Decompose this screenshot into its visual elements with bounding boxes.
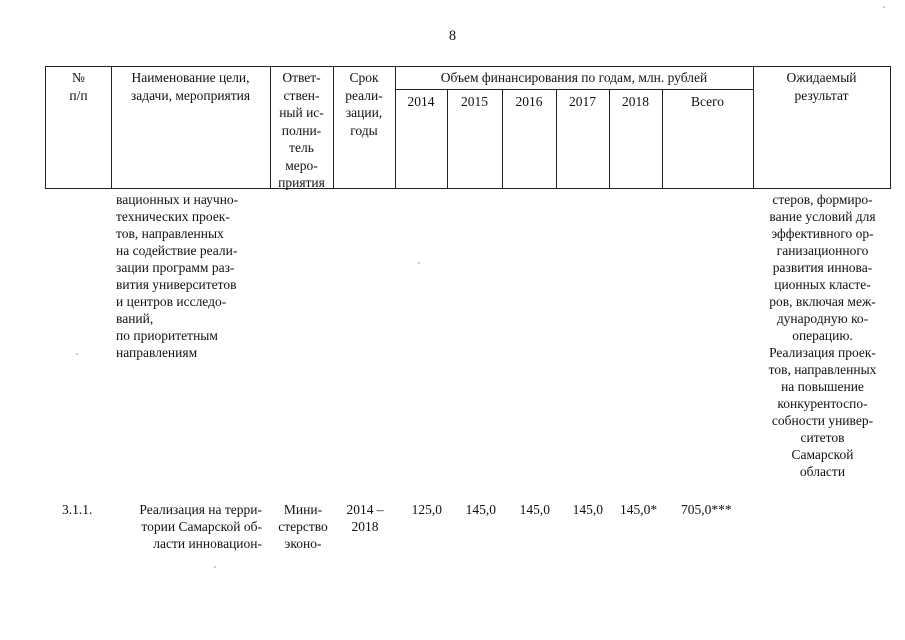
scan-speck xyxy=(76,353,78,355)
page-number: 8 xyxy=(448,28,457,44)
row-value-2015: 145,0 xyxy=(465,502,496,517)
continuation-name-text: вационных и научно- технических проек- тов, направленных на содействие реали- зации программ раз- вития университетов и центров исследо- ваний, по приоритетным направлениям xyxy=(116,192,239,360)
scan-speck xyxy=(418,262,420,264)
row-name: Реализация на терри- тории Самарской об- ласти инновацион- xyxy=(139,502,262,551)
row-num: 3.1.1. xyxy=(62,502,93,517)
continuation-result-text: стеров, формиро- вание условий для эффективного ор- ганизационного развития иннова- ционных класте- ров, включая меж- дународную ко- операцию. Реализация проек- тов, направленных на повышение конкурентоспо- собности универ- ситетов Самарской области xyxy=(768,192,877,479)
row-value-2018: 145,0* xyxy=(620,502,658,517)
header-funding: Объем финансирования по годам, млн. рублей xyxy=(440,70,708,85)
row-value-total: 705,0*** xyxy=(681,502,732,517)
header-name: Наименование цели, задачи, мероприятия xyxy=(130,70,251,103)
header-num: № п/п xyxy=(69,70,88,103)
row-responsible: Мини- стерство эконо- xyxy=(278,502,328,551)
header-year-2015: 2015 xyxy=(461,94,488,109)
header-year-2016: 2016 xyxy=(515,94,543,109)
header-year-2017: 2017 xyxy=(569,94,596,109)
header-year-2018: 2018 xyxy=(622,94,649,109)
header-responsible: Ответ- ствен- ный ис- полни- тель меро- приятия xyxy=(278,70,325,190)
header-year-2014: 2014 xyxy=(407,94,435,109)
row-value-2016: 145,0 xyxy=(519,502,550,517)
row-value-2017: 145,0 xyxy=(572,502,603,517)
row-value-2014: 125,0 xyxy=(411,502,442,517)
scan-speck xyxy=(214,566,216,568)
header-term: Срок реали- зации, годы xyxy=(345,70,383,138)
header-result: Ожидаемый результат xyxy=(786,70,857,103)
header-total: Всего xyxy=(690,94,725,109)
scan-speck xyxy=(883,6,885,8)
row-term: 2014 – 2018 xyxy=(346,502,384,534)
